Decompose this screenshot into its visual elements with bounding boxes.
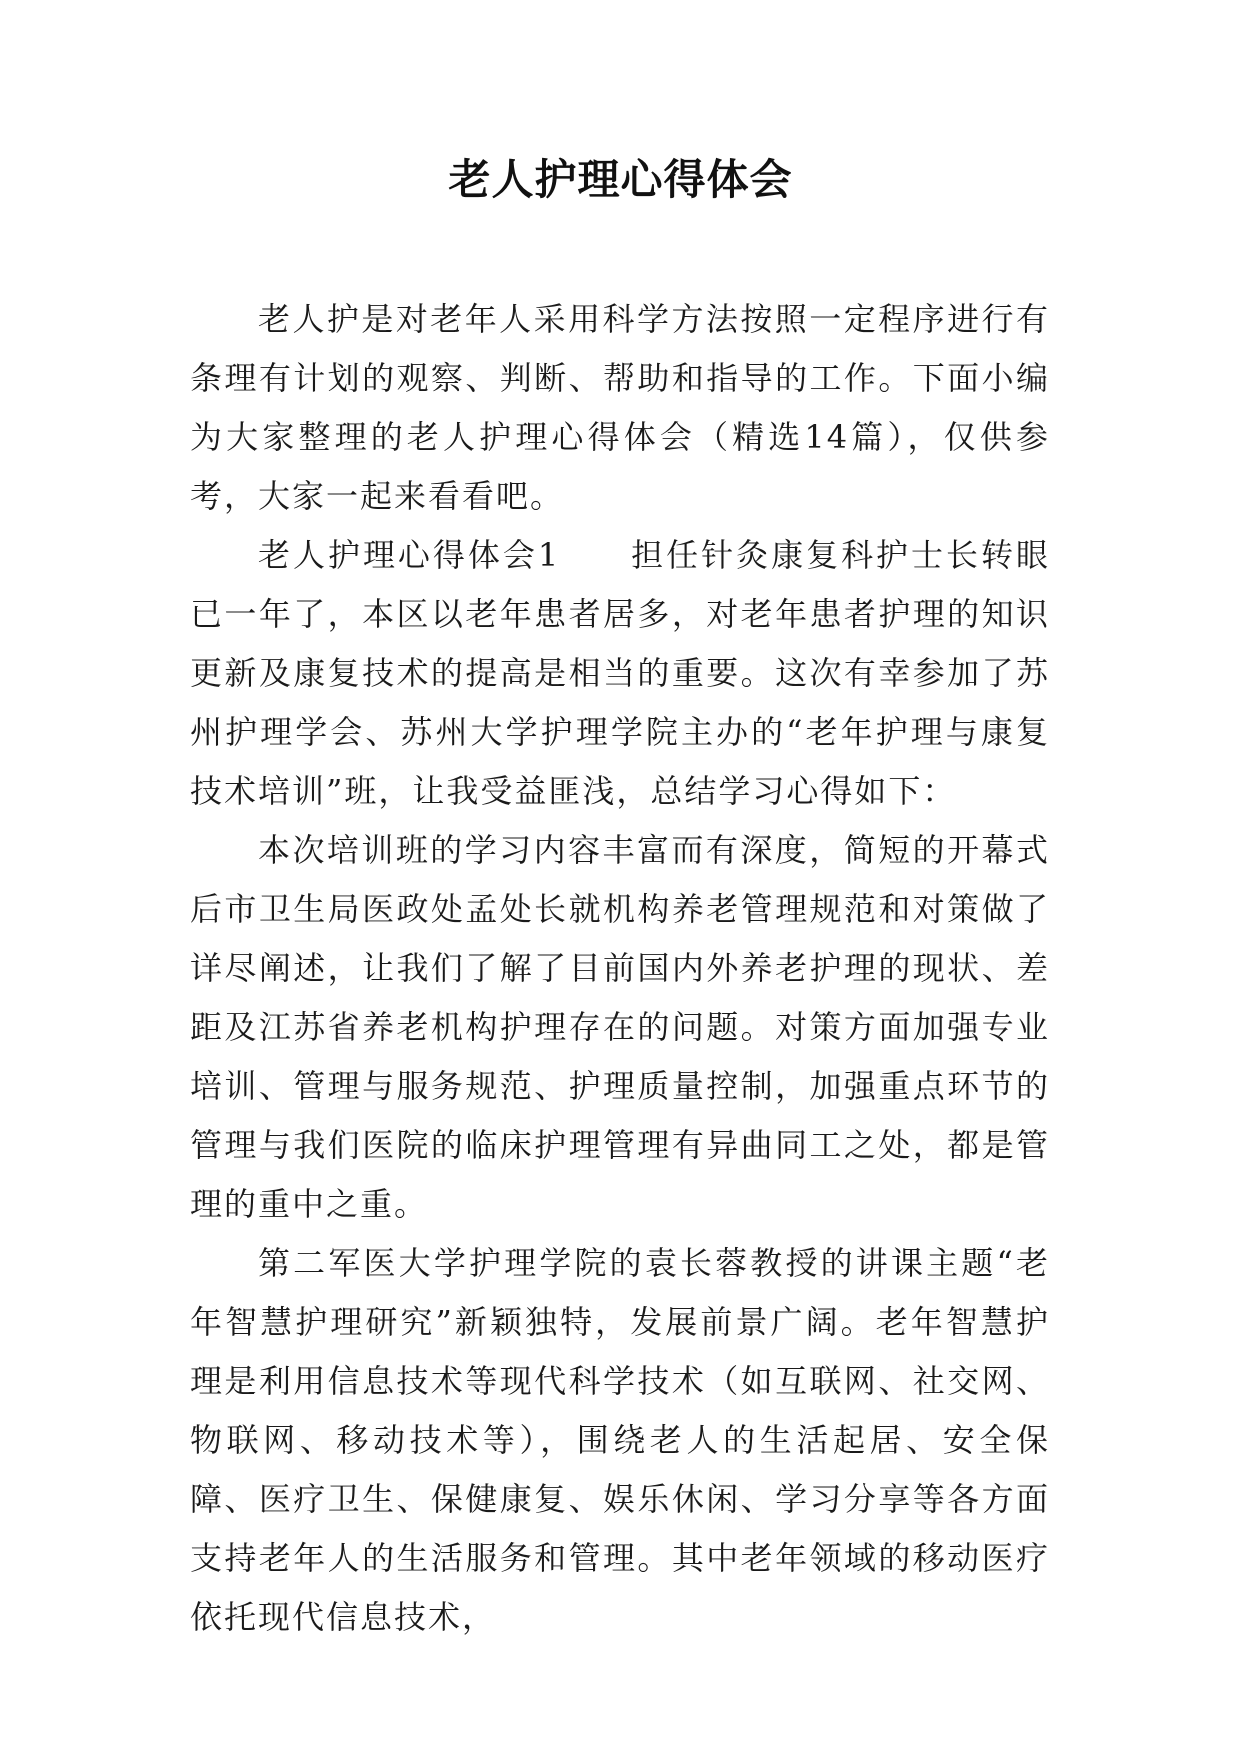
paragraph-2: 本次培训班的学习内容丰富而有深度，简短的开幕式后市卫生局医政处孟处长就机构养老管理规范和对策做了详尽阐述，让我们了解了目前国内外养老护理的现状、差距及江苏省养老机构护理存在的问题。对策方面加强专业培训、管理与服务规范、护理质量控制，加强重点环节的管理与我们医院的临床护理管理有异曲同工之处，都是管理的重中之重。	[190, 831, 1050, 1223]
paragraph-3: 第二军医大学护理学院的袁长蓉教授的讲课主题“老年智慧护理研究”新颖独特，发展前景广阔。老年智慧护理是利用信息技术等现代科学技术（如互联网、社交网、物联网、移动技术等），围绕老人的生活起居、安全保障、医疗卫生、保健康复、娱乐休闲、学习分享等各方面支持老年人的生活服务和管理。其中老年领域的移动医疗依托现代信息技术，	[190, 1244, 1050, 1636]
document-title: 老人护理心得体会	[448, 155, 793, 204]
document-body	[190, 290, 1050, 1647]
paragraph-1: 老人护理心得体会1 担任针灸康复科护士长转眼已一年了，本区以老年患者居多，对老年患者护理的知识更新及康复技术的提高是相当的重要。这次有幸参加了苏州护理学会、苏州大学护理学院主办的“老年护理与康复技术培训”班，让我受益匪浅，总结学习心得如下：	[190, 536, 1050, 810]
paragraph-intro: 老人护是对老年人采用科学方法按照一定程序进行有条理有计划的观察、判断、帮助和指导的工作。下面小编为大家整理的老人护理心得体会（精选14篇），仅供参考，大家一起来看看吧。	[190, 300, 1050, 515]
